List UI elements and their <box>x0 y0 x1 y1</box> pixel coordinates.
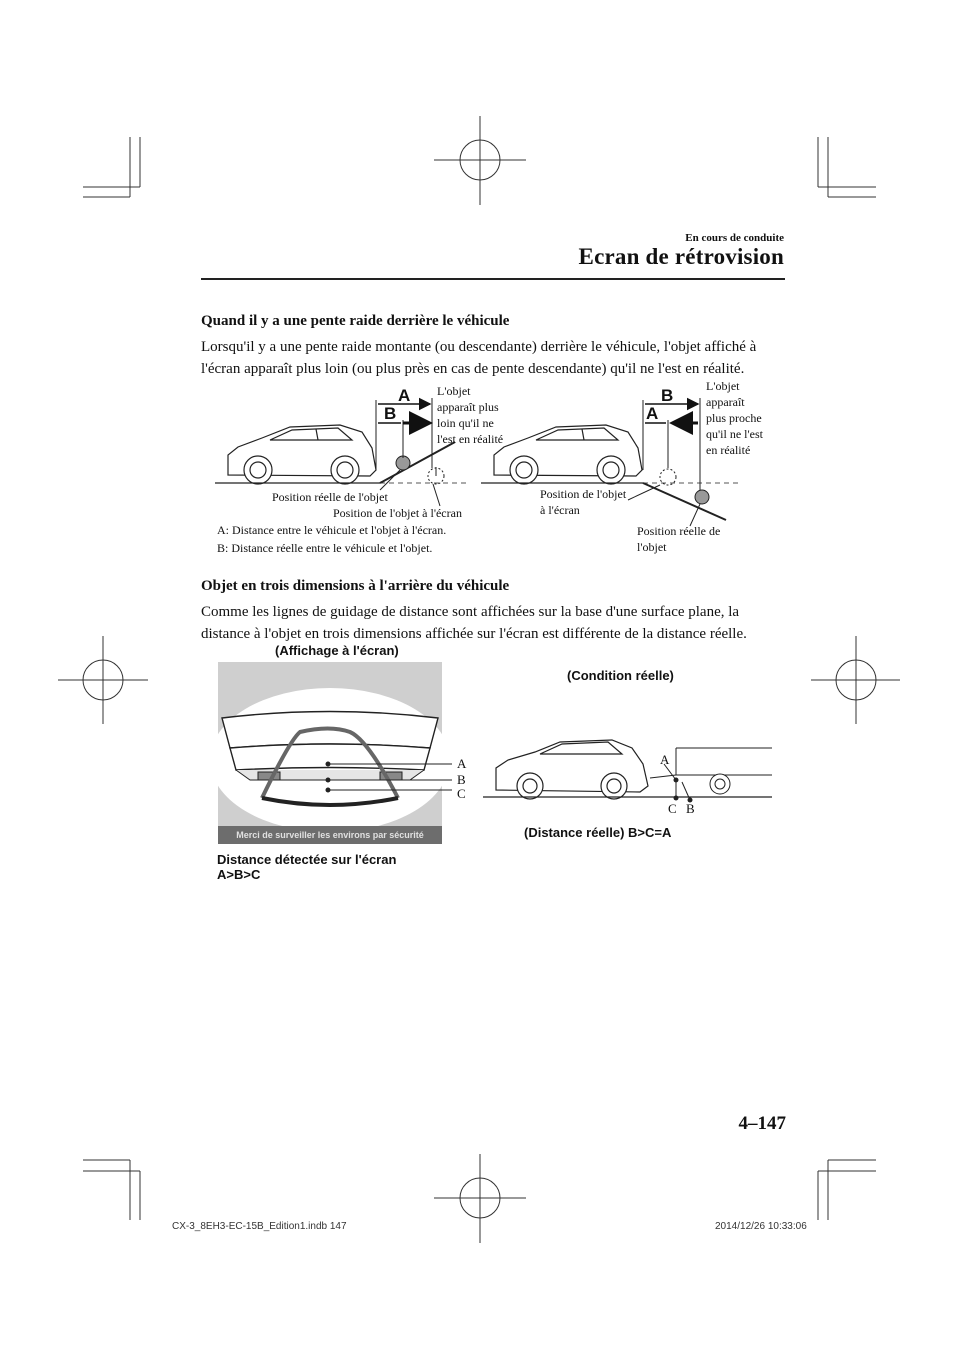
right-screen-position: Position de l'objet à l'écran <box>540 487 627 517</box>
page-title: Ecran de rétrovision <box>578 244 784 269</box>
legend-b: B: Distance réelle entre le véhicule et l'objet. <box>217 541 433 555</box>
right-letter-a: A <box>646 404 659 423</box>
left-real-position: Position réelle de l'objet <box>272 490 388 504</box>
real-result: (Distance réelle) B>C=A <box>524 825 672 840</box>
left-note: L'objet apparaît plus loin qu'il ne l'est en réalité <box>437 384 504 446</box>
left-letter-b: B <box>384 404 397 423</box>
screen-label-b: B <box>457 772 466 787</box>
section2-heading: Objet en trois dimensions à l'arrière du véhicule <box>201 578 510 594</box>
left-screen-position: Position de l'objet à l'écran <box>333 506 462 520</box>
page-number: 4–147 <box>738 1113 786 1134</box>
real-label-a: A <box>660 752 670 767</box>
section2-body-line1: Comme les lignes de guidage de distance sont affichées sur la base d'une surface plane, la <box>201 604 740 620</box>
footer-timestamp: 2014/12/26 10:33:06 <box>715 1221 807 1232</box>
section2-body-line2: distance à l'objet en trois dimensions affichée sur l'écran est différente de la distance réelle. <box>201 626 747 642</box>
left-letter-a: A <box>398 386 411 405</box>
footer-file: CX-3_8EH3-EC-15B_Edition1.indb 147 <box>172 1221 347 1232</box>
screen-label-a: A <box>457 756 467 771</box>
screen-label-c: C <box>457 786 466 801</box>
screen-caption: (Affichage à l'écran) <box>275 643 399 658</box>
screen-result: Distance détectée sur l'écran A>B>C <box>217 852 397 882</box>
screen-warning-bar: Merci de surveiller les environs par sécurité <box>218 826 442 844</box>
right-real-position: Position réelle de l'objet <box>637 524 721 554</box>
right-letter-b: B <box>661 386 674 405</box>
right-note: L'objet apparaît plus proche qu'il ne l'est en réalité <box>706 379 763 457</box>
real-label-c: C <box>668 801 677 816</box>
legend-a: A: Distance entre le véhicule et l'objet à l'écran. <box>217 523 447 537</box>
real-caption: (Condition réelle) <box>567 668 674 683</box>
real-label-b: B <box>686 801 695 816</box>
section1-body-line2: l'écran apparaît plus loin (ou plus près en cas de pente descendante) qu'il ne l'est en réalité. <box>201 361 745 377</box>
section1-heading: Quand il y a une pente raide derrière le véhicule <box>201 313 510 329</box>
section-name: En cours de conduite <box>685 232 784 244</box>
section1-body-line1: Lorsqu'il y a une pente raide montante (ou descendante) derrière le véhicule, l'objet affiché à <box>201 339 757 355</box>
